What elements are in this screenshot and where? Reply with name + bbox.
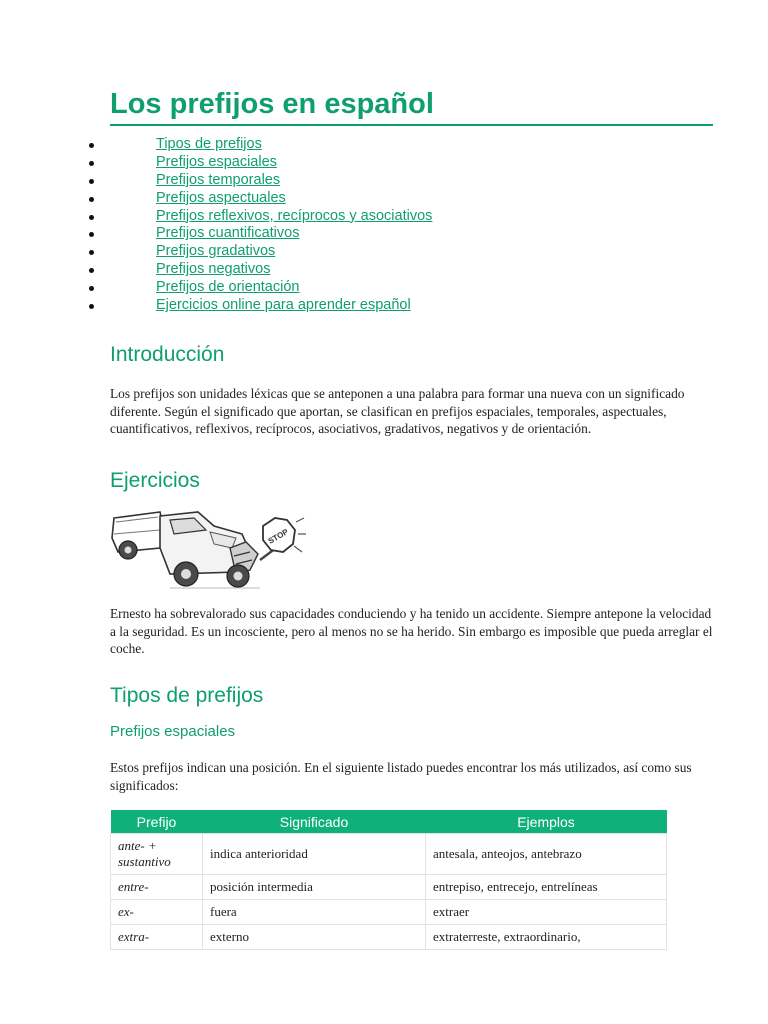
- column-header: Prefijo: [111, 810, 203, 834]
- bullet: [89, 268, 94, 273]
- bullet: [89, 232, 94, 237]
- column-header: Ejemplos: [426, 810, 667, 834]
- examples-cell: extraterreste, extraordinario,: [426, 925, 667, 950]
- bullet: [89, 179, 94, 184]
- car-crash-illustration: [110, 508, 306, 592]
- exercises-heading: Ejercicios: [110, 469, 200, 492]
- examples-cell: extraer: [426, 900, 667, 925]
- table-row: [111, 925, 667, 950]
- column-header: Significado: [203, 810, 426, 834]
- spatial-prefixes-heading: Prefijos espaciales: [110, 723, 236, 740]
- toc-link[interactable]: Prefijos cuantificativos: [156, 225, 300, 242]
- toc-link[interactable]: Prefijos reflexivos, recíprocos y asociativos: [156, 207, 433, 224]
- prefix-cell: extra-: [111, 925, 203, 950]
- table-header-row: [111, 810, 667, 834]
- meaning-cell: externo: [203, 925, 426, 950]
- meaning-cell: indica anterioridad: [203, 834, 426, 875]
- prefix-cell: entre-: [111, 875, 203, 900]
- exercises-paragraph: Ernesto ha sobrevalorado sus capacidades conduciendo y ha tenido un accidente. Siempre antepone la velocidad a la seguridad. Es un incosciente, pero al menos no se ha herido. Sin embargo es imposible que pueda arreglar el coche.: [110, 606, 713, 656]
- toc-link[interactable]: Prefijos negativos: [156, 261, 271, 278]
- bullet: [89, 215, 94, 220]
- bullet: [89, 143, 94, 148]
- prefix-cell: ex-: [111, 900, 203, 925]
- spatial-prefixes-paragraph: Estos prefijos indican una posición. En el siguiente listado puedes encontrar los más utilizados, así como sus significados:: [110, 760, 692, 793]
- toc-link[interactable]: Prefijos aspectuales: [156, 189, 286, 206]
- stop-sign-text: STOP: [266, 527, 290, 546]
- intro-paragraph: Los prefijos son unidades léxicas que se anteponen a una palabra para formar una nueva con un significado diferente. Según el significado que aportan, se clasifican en prefijos espaciales, temporales, aspectuales, cuantificativos, reflexivos, recíprocos, asociativos, gradativos, negativos y de orientación.: [110, 386, 685, 436]
- meaning-cell: posición intermedia: [203, 875, 426, 900]
- meaning-cell: fuera: [203, 900, 426, 925]
- page-title: Los prefijos en español: [110, 86, 713, 126]
- prefix-table: [110, 810, 667, 950]
- examples-cell: entrepiso, entrecejo, entrelíneas: [426, 875, 667, 900]
- bullet: [89, 197, 94, 202]
- intro-heading: Introducción: [110, 343, 225, 366]
- toc-link[interactable]: Prefijos de orientación: [156, 279, 300, 296]
- types-heading: Tipos de prefijos: [110, 684, 264, 707]
- toc-link[interactable]: Prefijos espaciales: [156, 153, 277, 170]
- bullet: [89, 286, 94, 291]
- bullet: [89, 250, 94, 255]
- examples-cell: antesala, anteojos, antebrazo: [426, 834, 667, 875]
- toc-link[interactable]: Prefijos gradativos: [156, 243, 276, 260]
- bullet: [89, 161, 94, 166]
- toc-link[interactable]: Prefijos temporales: [156, 171, 281, 188]
- table-row: [111, 875, 667, 900]
- table-row: [111, 900, 667, 925]
- toc-link[interactable]: Ejercicios online para aprender español: [156, 297, 411, 314]
- table-row: [111, 834, 667, 875]
- prefix-cell: ante- + sustantivo: [111, 834, 203, 875]
- bullet: [89, 304, 94, 309]
- toc-link[interactable]: Tipos de prefijos: [156, 136, 262, 152]
